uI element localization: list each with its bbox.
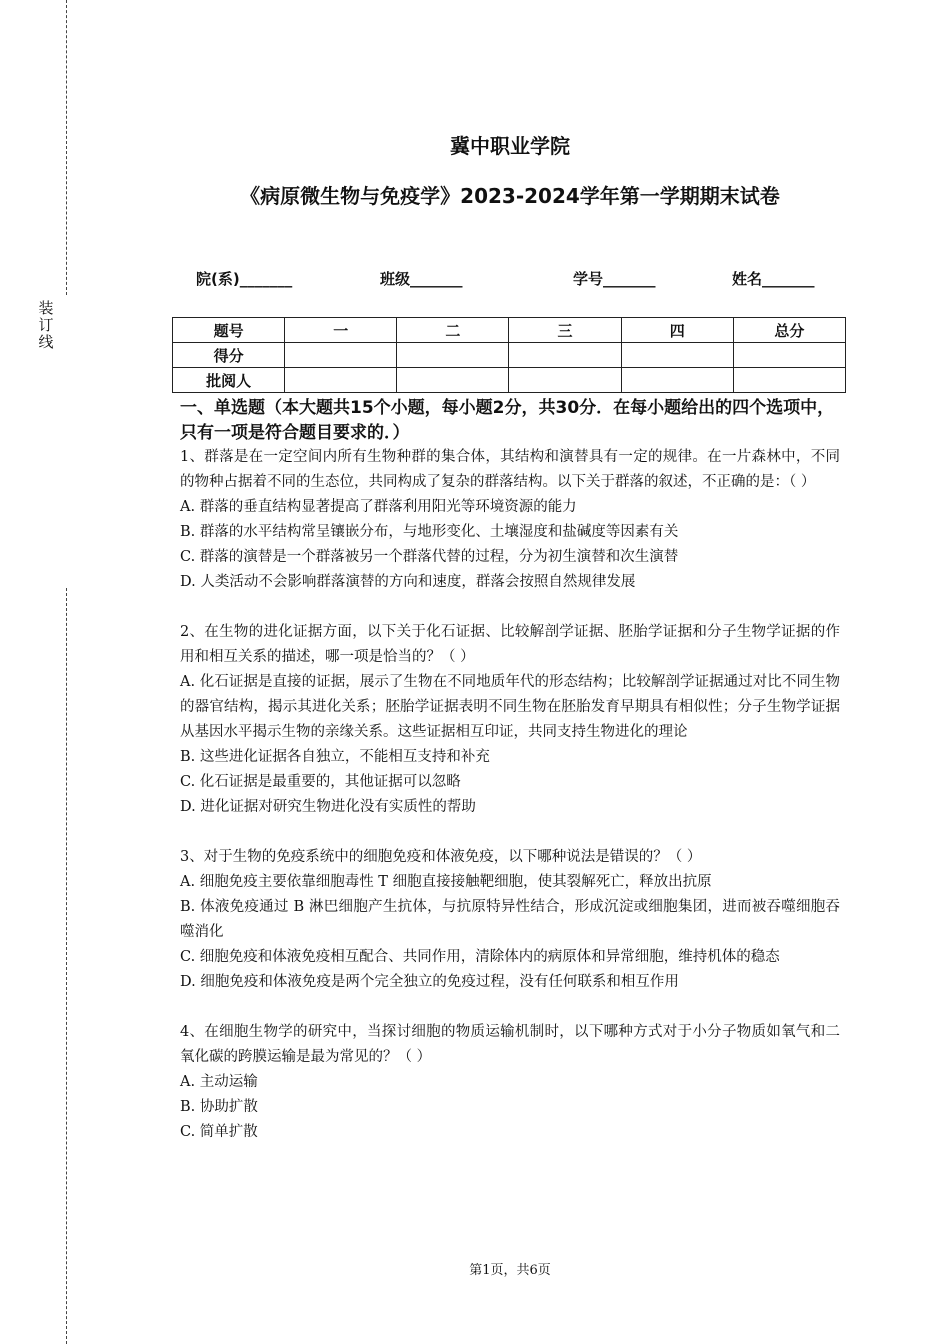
table-cell: 二 [397, 318, 509, 343]
class-field: 班级_______ [380, 270, 463, 288]
score-table-header-row [173, 318, 846, 343]
table-cell: 总分 [733, 318, 845, 343]
question-option: C. 化石证据是最重要的，其他证据可以忽略 [180, 774, 461, 790]
question-option: C. 简单扩散 [180, 1124, 258, 1140]
department-field: 院(系)_______ [196, 270, 293, 288]
question-option: D. 细胞免疫和体液免疫是两个完全独立的免疫过程，没有任何联系和相互作用 [180, 974, 679, 990]
table-cell: 题号 [173, 318, 285, 343]
binding-char: 订 [38, 316, 54, 334]
score-table [172, 317, 846, 393]
question-option: D. 进化证据对研究生物进化没有实质性的帮助 [180, 799, 476, 815]
question [180, 1020, 840, 1145]
table-cell [397, 368, 509, 393]
table-cell [733, 368, 845, 393]
reviewer-row [173, 368, 846, 393]
question-option: D. 人类活动不会影响群落演替的方向和速度，群落会按照自然规律发展 [180, 574, 636, 590]
school-name: 冀中职业学院 [450, 134, 570, 158]
question-list [180, 445, 840, 1145]
question-option: A. 主动运输 [180, 1074, 258, 1090]
question [180, 845, 840, 995]
question-stem: 2、在生物的进化证据方面，以下关于化石证据、比较解剖学证据、胚胎学证据和分子生物学证据的作用和相互关系的描述，哪一项是恰当的？（ ） [180, 624, 840, 665]
page-footer: 第1页，共6页 [469, 1263, 551, 1278]
table-cell: 批阅人 [173, 368, 285, 393]
question [180, 445, 840, 595]
question-stem: 3、对于生物的免疫系统中的细胞免疫和体液免疫，以下哪种说法是错误的？（ ） [180, 849, 702, 865]
table-cell: 四 [621, 318, 733, 343]
question-option: B. 这些进化证据各自独立，不能相互支持和补充 [180, 749, 490, 765]
table-cell: 一 [285, 318, 397, 343]
question-option: C. 群落的演替是一个群落被另一个群落代替的过程，分为初生演替和次生演替 [180, 549, 679, 565]
table-cell [285, 368, 397, 393]
binding-line-bottom [66, 588, 67, 1344]
binding-label [38, 300, 54, 351]
binding-char: 装 [38, 299, 54, 317]
question-option: C. 细胞免疫和体液免疫相互配合、共同作用，清除体内的病原体和异常细胞，维持机体的稳态 [180, 949, 780, 965]
table-cell [397, 343, 509, 368]
table-cell [621, 368, 733, 393]
question-option: A. 群落的垂直结构显著提高了群落利用阳光等环境资源的能力 [180, 499, 577, 515]
name-field: 姓名_______ [732, 270, 815, 288]
exam-title: 《病原微生物与免疫学》2023-2024学年第一学期期末试卷 [240, 184, 780, 208]
question-option: A. 化石证据是直接的证据，展示了生物在不同地质年代的形态结构；比较解剖学证据通过对比不同生物的器官结构，揭示其进化关系；胚胎学证据表明不同生物在胚胎发育早期具有相似性；分子生物学证据从基因水平揭示生物的亲缘关系。这些证据相互印证，共同支持生物进化的理论 [180, 674, 840, 740]
section-title: 一、单选题（本大题共15个小题，每小题2分，共30分．在每小题给出的四个选项中，只有一项是符合题目要求的．） [180, 398, 835, 443]
table-cell: 三 [509, 318, 621, 343]
table-cell [509, 343, 621, 368]
table-cell: 得分 [173, 343, 285, 368]
question-option: A. 细胞免疫主要依靠细胞毒性 T 细胞直接接触靶细胞，使其裂解死亡，释放出抗原 [180, 874, 712, 890]
question-option: B. 群落的水平结构常呈镶嵌分布，与地形变化、土壤湿度和盐碱度等因素有关 [180, 524, 679, 540]
table-cell [621, 343, 733, 368]
question [180, 620, 840, 820]
question-option: B. 协助扩散 [180, 1099, 258, 1115]
score-row [173, 343, 846, 368]
student-id-field: 学号_______ [573, 270, 656, 288]
table-cell [509, 368, 621, 393]
question-stem: 4、在细胞生物学的研究中，当探讨细胞的物质运输机制时，以下哪种方式对于小分子物质如氧气和二氧化碳的跨膜运输是最为常见的？（ ） [180, 1024, 840, 1065]
table-cell [285, 343, 397, 368]
question-stem: 1、群落是在一定空间内所有生物种群的集合体，其结构和演替具有一定的规律。在一片森林中，不同的物种占据着不同的生态位，共同构成了复杂的群落结构。以下关于群落的叙述，不正确的是：（ ） [180, 449, 840, 490]
binding-char: 线 [38, 333, 54, 351]
question-option: B. 体液免疫通过 B 淋巴细胞产生抗体，与抗原特异性结合，形成沉淀或细胞集团，进而被吞噬细胞吞噬消化 [180, 899, 840, 940]
table-cell [733, 343, 845, 368]
